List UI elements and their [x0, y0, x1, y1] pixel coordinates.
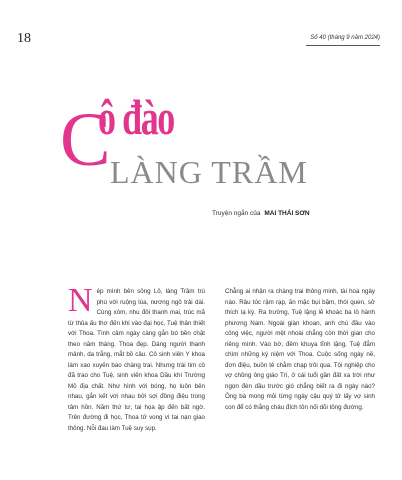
body-text-left: ép mình bên sông Lô, làng Trầm trù phú với ruộng lúa, nương ngô trải dài. Cùng xóm, nhu đôi thanh mai, trúc mã từ thủa ấu thơ đến khi vào đại học, Tuệ thân thiết với Thoa. Tình cảm ngày càng gắn bó bền chặt theo năm tháng. Thoa đẹp. Dáng người thanh mảnh, da trắng, mắt bồ câu. Cô sinh viên Y khoa làm xao xuyến bao chàng trai. Nhưng trái tim cô đã trao cho Tuệ, sinh viên khoa Dầu khí Trường Mỏ địa chất. Như hình với bóng, họ luôn bên nhau, gắn kết với nhau bởi sợi đồng điệu trong tâm hồn. Năm thứ tư, tai họa ập đến bất ngờ. Trên đường đi học, Thoa tử vong vì tai nạn giao thông. Nỗi đau làm Tuệ suy sụp. [68, 288, 205, 432]
title-initial: C [60, 98, 111, 182]
body-text-right: Chẳng ai nhận ra chàng trai thông minh, tài hoa ngày nào. Râu tóc rậm rạp, ăn mặc bụi bặm, thói quen, sở thích lạ kỳ. Ra trường, Tuệ lặng lẽ khoác ba lô hành phương Nam. Ngoài giàn khoan, anh chú đầu vào công việc, người mệt nhoài chẳng còn thời gian cho riêng mình. Vào bờ, đêm khuya tĩnh lặng, Tuệ đắm chìm những ký niệm với Thoa. Cuộc sống ngày nề, đơn điệu, buồn tẻ chằm chạp trôi qua. Tội nghiệp cho vợ chồng ông giáo Trí, ở cái tuổi gần đất xa trời như ngọn đèn dầu trước gió chẳng biết ra đi ngày nào? Ông bà mong mỏi từng ngày cậu quý tử lấy vợ sinh con để có thằng cháu đích tôn nối dõi tông đường. [225, 288, 375, 411]
body-column-left [68, 282, 205, 434]
issue-info: Số 40 (tháng 9 năm 2024) [310, 35, 380, 41]
drop-cap: N [68, 282, 93, 319]
story-title [60, 86, 360, 206]
body-column-right [225, 287, 375, 413]
title-line-2: LÀNG TRẦM [110, 154, 308, 190]
header-rule [306, 45, 380, 46]
byline-prefix: Truyện ngắn của [212, 210, 261, 217]
byline-author: MAI THÁI SƠN [264, 210, 310, 217]
byline [212, 210, 310, 217]
title-line-1: ô đào [98, 89, 174, 145]
page-number: 18 [17, 31, 31, 46]
